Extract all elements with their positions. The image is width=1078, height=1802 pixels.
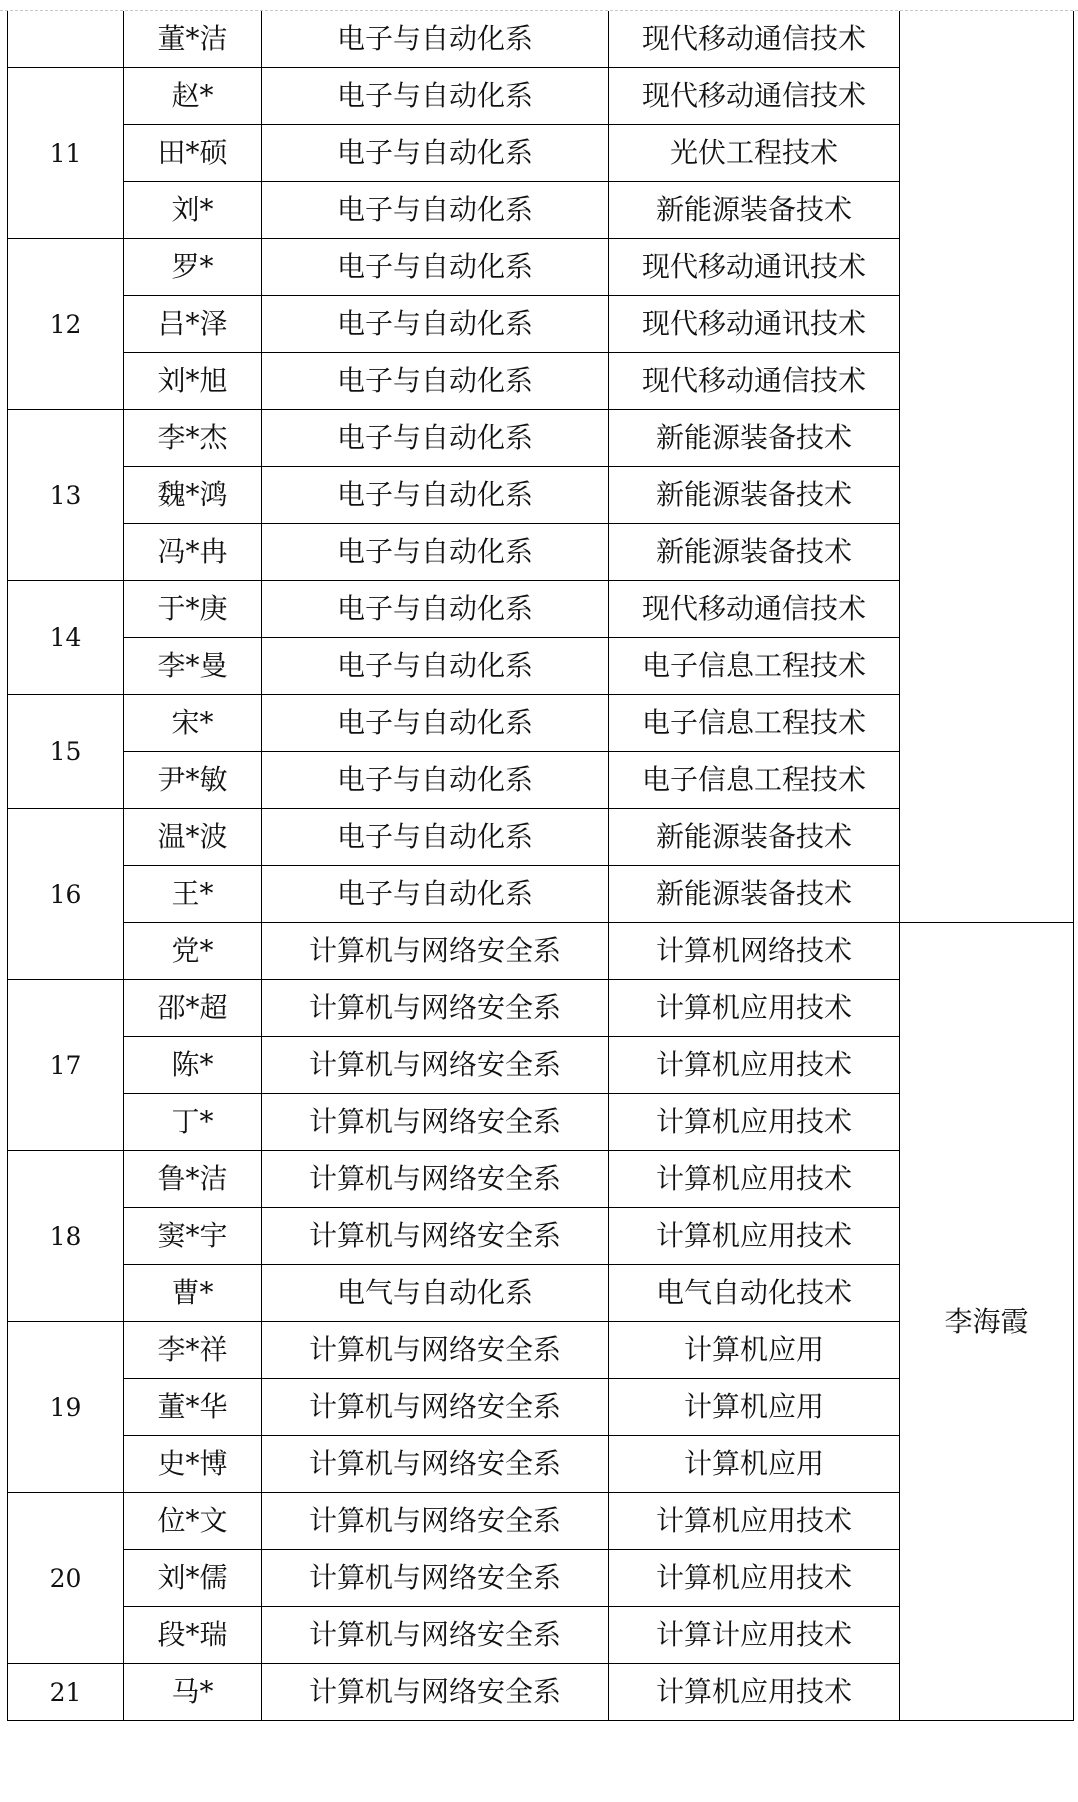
major-cell: 电气自动化技术 <box>609 1265 900 1322</box>
department-cell: 计算机与网络安全系 <box>262 1037 609 1094</box>
student-name-cell: 刘*旭 <box>124 353 262 410</box>
student-name-cell: 邵*超 <box>124 980 262 1037</box>
student-name-cell: 罗* <box>124 239 262 296</box>
department-cell: 电子与自动化系 <box>262 809 609 866</box>
department-cell: 计算机与网络安全系 <box>262 1151 609 1208</box>
student-name-cell: 丁* <box>124 1094 262 1151</box>
student-name-cell: 刘*儒 <box>124 1550 262 1607</box>
major-cell: 现代移动通信技术 <box>609 581 900 638</box>
group-number-cell: 14 <box>8 581 124 695</box>
student-name-cell: 李*杰 <box>124 410 262 467</box>
major-cell: 现代移动通信技术 <box>609 353 900 410</box>
department-cell: 电子与自动化系 <box>262 638 609 695</box>
student-name-cell: 段*瑞 <box>124 1607 262 1664</box>
department-cell: 电子与自动化系 <box>262 524 609 581</box>
student-name-cell: 陈* <box>124 1037 262 1094</box>
major-cell: 电子信息工程技术 <box>609 752 900 809</box>
department-cell: 计算机与网络安全系 <box>262 1379 609 1436</box>
group-number-cell: 13 <box>8 410 124 581</box>
student-name-cell: 党* <box>124 923 262 980</box>
major-cell: 计算机应用 <box>609 1436 900 1493</box>
major-cell: 新能源装备技术 <box>609 524 900 581</box>
department-cell: 电气与自动化系 <box>262 1265 609 1322</box>
student-name-cell: 窦*宇 <box>124 1208 262 1265</box>
major-cell: 计算机应用技术 <box>609 1151 900 1208</box>
major-cell: 新能源装备技术 <box>609 467 900 524</box>
major-cell: 计算机应用技术 <box>609 1094 900 1151</box>
major-cell: 现代移动通讯技术 <box>609 239 900 296</box>
department-cell: 计算机与网络安全系 <box>262 1493 609 1550</box>
department-cell: 计算机与网络安全系 <box>262 1322 609 1379</box>
major-cell: 新能源装备技术 <box>609 809 900 866</box>
student-name-cell: 宋* <box>124 695 262 752</box>
tutor-cell-upper <box>900 11 1074 923</box>
major-cell: 现代移动通信技术 <box>609 68 900 125</box>
department-cell: 电子与自动化系 <box>262 182 609 239</box>
tutor-name-cell: 李海霞 <box>900 923 1074 1721</box>
major-cell: 现代移动通信技术 <box>609 11 900 68</box>
major-cell: 现代移动通讯技术 <box>609 296 900 353</box>
student-name-cell: 刘* <box>124 182 262 239</box>
student-name-cell: 尹*敏 <box>124 752 262 809</box>
major-cell: 电子信息工程技术 <box>609 695 900 752</box>
student-name-cell: 魏*鸿 <box>124 467 262 524</box>
department-cell: 计算机与网络安全系 <box>262 923 609 980</box>
student-name-cell: 冯*冉 <box>124 524 262 581</box>
student-name-cell: 田*硕 <box>124 125 262 182</box>
department-cell: 计算机与网络安全系 <box>262 1436 609 1493</box>
student-name-cell: 于*庚 <box>124 581 262 638</box>
department-cell: 电子与自动化系 <box>262 866 609 923</box>
student-name-cell: 董*洁 <box>124 11 262 68</box>
department-cell: 计算机与网络安全系 <box>262 1607 609 1664</box>
department-cell: 计算机与网络安全系 <box>262 1208 609 1265</box>
student-name-cell: 马* <box>124 1664 262 1721</box>
student-name-cell: 董*华 <box>124 1379 262 1436</box>
major-cell: 新能源装备技术 <box>609 410 900 467</box>
major-cell: 计算机应用技术 <box>609 1208 900 1265</box>
student-name-cell: 赵* <box>124 68 262 125</box>
major-cell: 新能源装备技术 <box>609 182 900 239</box>
table-row <box>8 11 1074 68</box>
student-name-cell: 史*博 <box>124 1436 262 1493</box>
group-number-cell: 17 <box>8 980 124 1151</box>
major-cell: 计算机应用技术 <box>609 1037 900 1094</box>
group-number-cell: 21 <box>8 1664 124 1721</box>
department-cell: 电子与自动化系 <box>262 695 609 752</box>
major-cell: 计算计应用技术 <box>609 1607 900 1664</box>
major-cell: 新能源装备技术 <box>609 866 900 923</box>
major-cell: 计算机网络技术 <box>609 923 900 980</box>
department-cell: 电子与自动化系 <box>262 353 609 410</box>
department-cell: 计算机与网络安全系 <box>262 1550 609 1607</box>
group-number-cell: 16 <box>8 809 124 980</box>
student-name-cell: 曹* <box>124 1265 262 1322</box>
student-name-cell: 位*文 <box>124 1493 262 1550</box>
group-number-cell: 20 <box>8 1493 124 1664</box>
table-row <box>8 923 1074 980</box>
department-cell: 电子与自动化系 <box>262 467 609 524</box>
department-cell: 电子与自动化系 <box>262 68 609 125</box>
department-cell: 计算机与网络安全系 <box>262 1664 609 1721</box>
major-cell: 计算机应用技术 <box>609 1550 900 1607</box>
major-cell: 计算机应用技术 <box>609 980 900 1037</box>
student-roster-table <box>7 11 1074 1721</box>
department-cell: 电子与自动化系 <box>262 239 609 296</box>
department-cell: 电子与自动化系 <box>262 581 609 638</box>
major-cell: 电子信息工程技术 <box>609 638 900 695</box>
group-number-cell: 15 <box>8 695 124 809</box>
major-cell: 计算机应用技术 <box>609 1664 900 1721</box>
major-cell: 计算机应用 <box>609 1322 900 1379</box>
department-cell: 电子与自动化系 <box>262 296 609 353</box>
group-number-cell <box>8 11 124 68</box>
department-cell: 计算机与网络安全系 <box>262 980 609 1037</box>
group-number-cell: 12 <box>8 239 124 410</box>
major-cell: 计算机应用技术 <box>609 1493 900 1550</box>
group-number-cell: 18 <box>8 1151 124 1322</box>
department-cell: 电子与自动化系 <box>262 11 609 68</box>
major-cell: 光伏工程技术 <box>609 125 900 182</box>
department-cell: 电子与自动化系 <box>262 125 609 182</box>
student-name-cell: 吕*泽 <box>124 296 262 353</box>
student-name-cell: 王* <box>124 866 262 923</box>
major-cell: 计算机应用 <box>609 1379 900 1436</box>
department-cell: 计算机与网络安全系 <box>262 1094 609 1151</box>
group-number-cell: 11 <box>8 68 124 239</box>
student-name-cell: 李*曼 <box>124 638 262 695</box>
department-cell: 电子与自动化系 <box>262 410 609 467</box>
student-name-cell: 鲁*洁 <box>124 1151 262 1208</box>
student-name-cell: 温*波 <box>124 809 262 866</box>
group-number-cell: 19 <box>8 1322 124 1493</box>
department-cell: 电子与自动化系 <box>262 752 609 809</box>
student-name-cell: 李*祥 <box>124 1322 262 1379</box>
